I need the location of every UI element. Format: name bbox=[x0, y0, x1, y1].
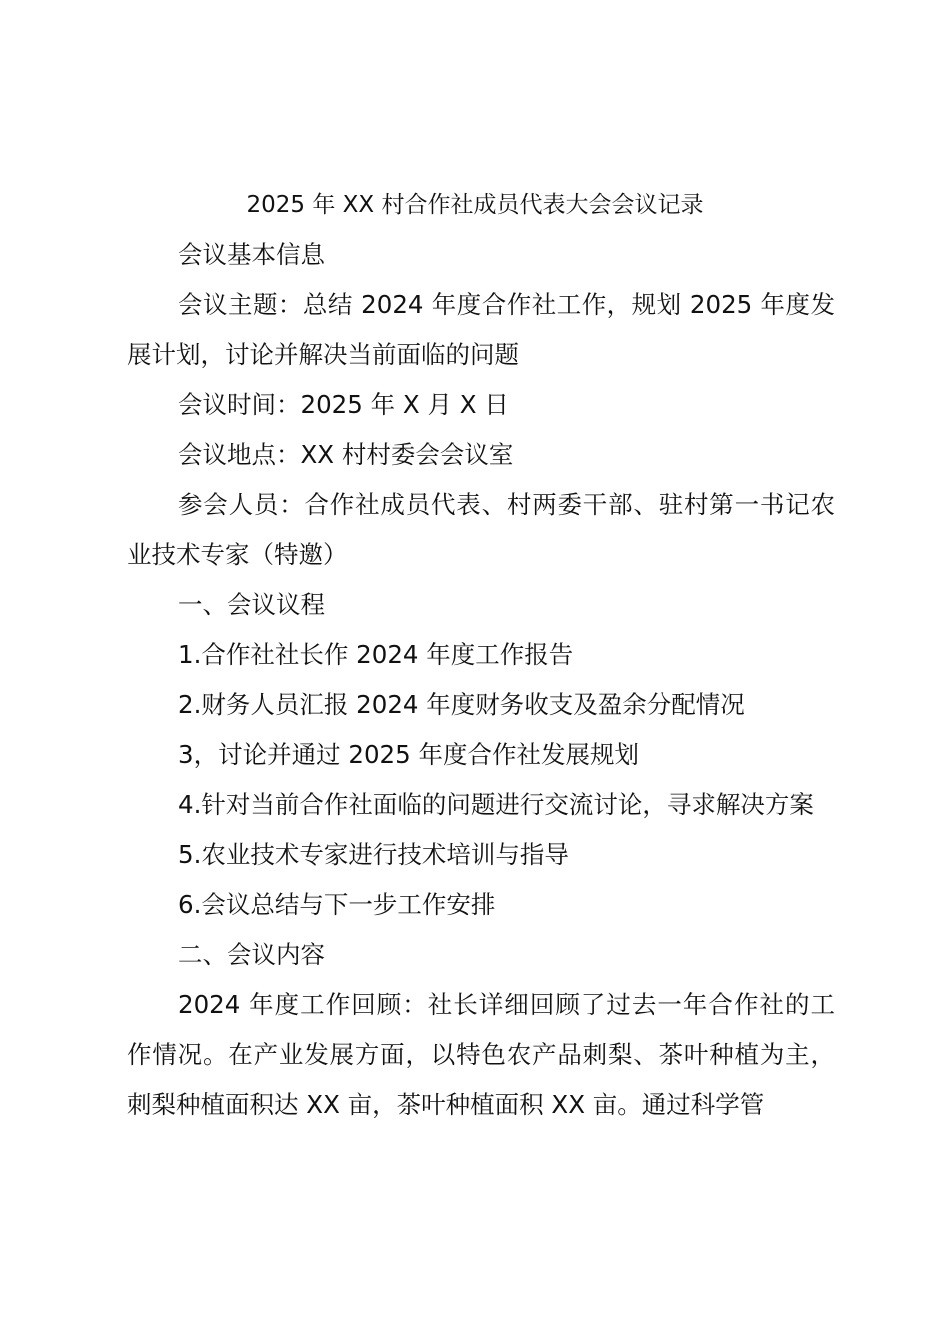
section-heading-basic-info: 会议基本信息 bbox=[178, 240, 325, 269]
meeting-time: 会议时间：2025 年 X 月 X 日 bbox=[178, 390, 509, 419]
agenda-item: 3，讨论并通过 2025 年度合作社发展规划 bbox=[178, 740, 640, 769]
agenda-item: 2.财务人员汇报 2024 年度财务收支及盈余分配情况 bbox=[178, 690, 745, 719]
meeting-attendees: 参会人员：合作社成员代表、村两委干部、驻村第一书记农业技术专家（特邀） bbox=[127, 490, 835, 569]
section-heading-content: 二、会议内容 bbox=[178, 940, 325, 969]
meeting-location: 会议地点：XX 村村委会会议室 bbox=[178, 440, 514, 469]
document-title: 2025 年 XX 村合作社成员代表大会会议记录 bbox=[246, 192, 704, 218]
agenda-item: 5.农业技术专家进行技术培训与指导 bbox=[178, 840, 569, 869]
meeting-topic: 会议主题：总结 2024 年度合作社工作，规划 2025 年度发展计划，讨论并解决当前面临的问题 bbox=[127, 290, 835, 369]
agenda-item: 4.针对当前合作社面临的问题进行交流讨论，寻求解决方案 bbox=[178, 790, 814, 819]
agenda-item: 6.会议总结与下一步工作安排 bbox=[178, 890, 496, 919]
agenda-item: 1.合作社社长作 2024 年度工作报告 bbox=[178, 640, 574, 669]
section-heading-agenda: 一、会议议程 bbox=[178, 590, 325, 619]
work-review-paragraph: 2024 年度工作回顾：社长详细回顾了过去一年合作社的工作情况。在产业发展方面，以特色农产品刺梨、茶叶种植为主，刺梨种植面积达 XX 亩，茶叶种植面积 XX 亩。通过科学管 bbox=[127, 990, 835, 1119]
document-body bbox=[127, 230, 835, 1130]
